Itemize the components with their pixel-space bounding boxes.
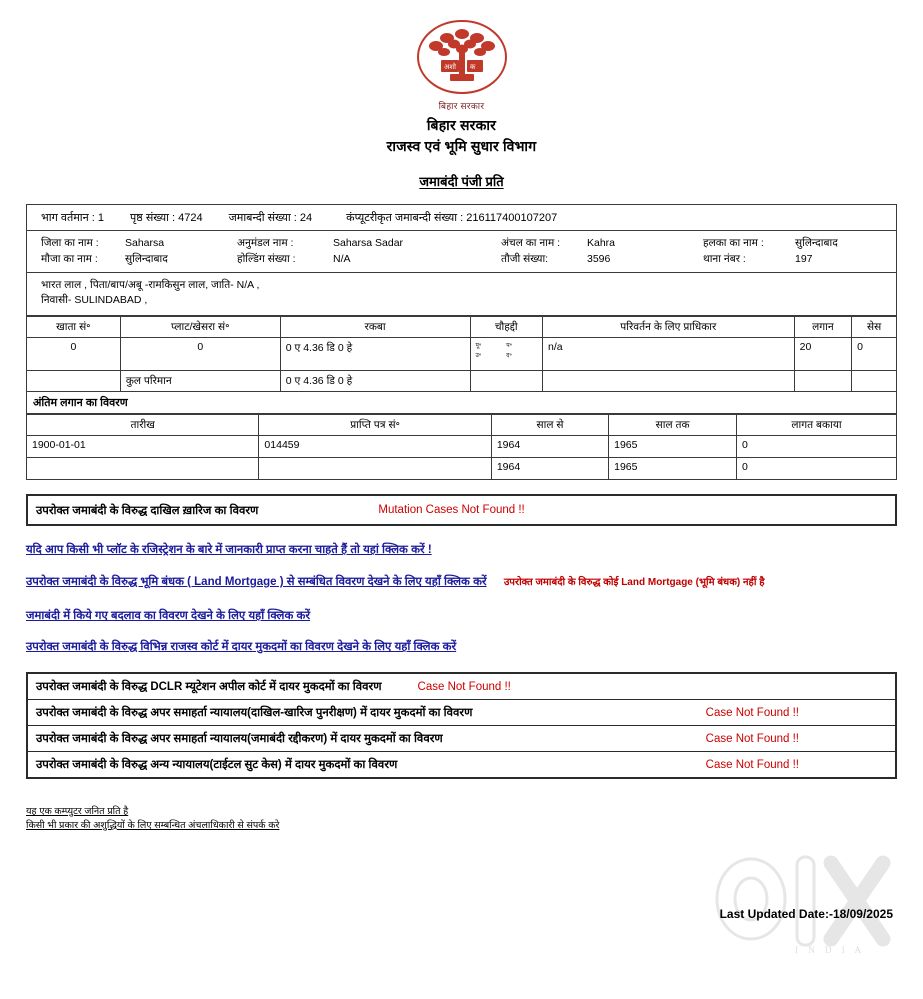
footnote-line-1: यह एक कम्प्युटर जनित प्रति है <box>26 806 129 817</box>
khata-plot-table <box>26 316 897 392</box>
cell-total-label: कुल परिमान <box>120 371 280 392</box>
col-year-to: साल तक <box>609 415 737 436</box>
col-plot-no: प्लाट/खेसरा सं॰ <box>120 317 280 338</box>
subdivision-value: Saharsa Sadar <box>333 237 404 249</box>
table-row <box>27 338 897 371</box>
cell-amount-due: 0 <box>737 436 897 458</box>
cell-rent-date <box>27 458 259 480</box>
col-khata-no: खाता सं॰ <box>27 317 121 338</box>
jamabandi-number-label: जमाबन्दी संख्या : <box>228 212 300 224</box>
changes-link-row <box>26 608 897 623</box>
court-case-description: उपरोक्त जमाबंदी के विरुद्ध अपर समाहर्ता न्यायालय(दाखिल-खारिज पुनरीक्षण) में दायर मुकदमों का विवरण <box>36 707 473 719</box>
cell-year-to: 1965 <box>609 436 737 458</box>
registration-link-row <box>26 542 897 557</box>
cell-lagan: 20 <box>794 338 852 371</box>
cell-total-authority <box>543 371 795 392</box>
court-case-row-title-suit <box>28 752 895 777</box>
raiyat-line-1: भारत लाल , पिता/बाप/अबू -रामकिसुन लाल, जाति- N/A , <box>41 279 260 291</box>
court-case-description: उपरोक्त जमाबंदी के विरुद्ध अन्य न्यायालय(टाईटल सुट केस) में दायर मुकदमों का विवरण <box>36 759 398 771</box>
col-receipt-no: प्राप्ति पत्र सं॰ <box>259 415 491 436</box>
jamabandi-summary-block <box>26 204 897 316</box>
location-details-grid <box>27 231 896 273</box>
district-label: जिला का नाम : <box>41 237 99 249</box>
holding-value: N/A <box>333 253 351 265</box>
table-row <box>27 436 897 458</box>
court-case-row-apar-samaharta-mutation <box>28 700 895 726</box>
emblem-caption: बिहार सरकार <box>438 101 485 111</box>
page-title: जमाबंदी पंजी प्रति <box>419 174 504 189</box>
bihar-government-emblem-icon <box>414 18 510 96</box>
halka-value: सुलिन्दाबाद <box>795 237 838 249</box>
watermark-sub-label: I N D I A <box>795 945 865 955</box>
subdivision-label: अनुमंडल नाम : <box>237 237 294 249</box>
col-amount-due: लागत बकाया <box>737 415 897 436</box>
page-number-field <box>130 210 203 225</box>
col-cess: सेस <box>852 317 897 338</box>
mortgage-link-row <box>26 573 897 592</box>
registration-info-link[interactable]: यदि आप किसी भी प्लॉट के रजिस्ट्रेशन के बारे में जानकारी प्राप्त करना चाहते हैं तो यहां क्लिक करें ! <box>26 544 432 556</box>
circle-label: अंचल का नाम : <box>501 237 561 249</box>
document-header <box>0 0 923 190</box>
raiyat-line-2: निवासी- SULINDABAD , <box>41 294 148 306</box>
chauhaddi-west: प॰ <box>506 343 513 349</box>
cell-total-blank <box>27 371 121 392</box>
mauja-value: सुलिन्दाबाद <box>125 253 168 265</box>
chauhaddi-south: द॰ <box>506 353 512 359</box>
court-case-row-dclr <box>28 674 895 700</box>
mutation-status-bar <box>26 494 897 526</box>
col-rakba: रकबा <box>280 317 470 338</box>
location-row-1 <box>41 235 892 251</box>
circle-value: Kahra <box>587 237 616 249</box>
land-mortgage-note: उपरोक्त जमाबंदी के विरुद्ध कोई Land Mortgage (भूमि बंधक) नहीं है <box>503 577 765 588</box>
svg-text:क: क <box>469 64 475 71</box>
cell-year-from: 1964 <box>491 458 608 480</box>
mutation-status-badge: Mutation Cases Not Found !! <box>378 504 525 516</box>
footnote-line-2: किसी भी प्रकार की अशुद्धियों के लिए सम्बन्धित अंचलाधिकारी से संपर्क करे <box>26 820 280 831</box>
cell-total-chauhaddi <box>470 371 543 392</box>
col-rent-date: तारीख <box>27 415 259 436</box>
raiyat-details <box>27 273 896 316</box>
last-rent-section-title: अंतिम लगान का विवरण <box>26 392 897 414</box>
bhag-label: भाग वर्तमान : <box>41 212 98 224</box>
thana-value: 197 <box>795 253 813 265</box>
page-number-value: 4724 <box>178 212 203 224</box>
cell-khata-no: 0 <box>27 338 121 371</box>
holding-label: होल्डिंग संख्या : <box>237 253 296 265</box>
government-name: बिहार सरकार <box>426 117 497 133</box>
bhag-field <box>41 210 104 225</box>
jamabandi-number-field <box>229 210 313 225</box>
cell-authority: n/a <box>543 338 795 371</box>
col-year-from: साल से <box>491 415 608 436</box>
department-name: राजस्व एवं भूमि सुधार विभाग <box>386 138 537 154</box>
court-case-status-badge: Case Not Found !! <box>705 706 799 719</box>
thana-label: थाना नंबर : <box>703 253 746 265</box>
computerised-jamabandi-value: 216117400107207 <box>466 212 558 224</box>
court-case-status-badge: Case Not Found !! <box>705 732 799 745</box>
bhag-value: 1 <box>97 212 105 224</box>
khata-table-header-row <box>27 317 897 338</box>
last-updated-date: Last Updated Date:-18/09/2025 <box>719 907 893 921</box>
halka-label: हलका का नाम : <box>703 237 764 249</box>
mauja-label: मौजा का नाम : <box>41 253 98 265</box>
cell-total-lagan <box>794 371 852 392</box>
court-case-status-badge: Case Not Found !! <box>705 758 799 771</box>
cell-plot-no: 0 <box>120 338 280 371</box>
mutation-label: उपरोक्त जमाबंदी के विरुद्ध दाखिल ख़ारिज का विवरण <box>36 504 259 517</box>
olx-watermark <box>705 841 895 961</box>
computerised-jamabandi-label: कंप्यूटरीकृत जमाबन्दी संख्या : <box>346 212 467 224</box>
cell-cess: 0 <box>852 338 897 371</box>
rent-table-header-row <box>27 415 897 436</box>
svg-text:अशो: अशो <box>443 64 456 71</box>
col-lagan: लगान <box>794 317 852 338</box>
jamabandi-changes-link[interactable]: जमाबंदी में किये गए बदलाव का विवरण देखने के लिए यहाँ क्लिक करें <box>26 610 311 622</box>
table-row <box>27 458 897 480</box>
revenue-court-cases-link[interactable]: उपरोक्त जमाबंदी के विरुद्ध विभिन्न राजस्व कोर्ट में दायर मुकदमों का विवरण देखने के लिए यहाँ क्लिक करें <box>26 641 457 653</box>
thouji-label: तौजी संख्या: <box>501 253 549 265</box>
chauhaddi-north: उ॰ <box>475 353 482 359</box>
last-rent-table <box>26 414 897 480</box>
court-case-description: उपरोक्त जमाबंदी के विरुद्ध DCLR म्यूटेशन अपील कोर्ट में दायर मुकदमों का विवरण <box>36 681 382 693</box>
court-case-description: उपरोक्त जमाबंदी के विरुद्ध अपर समाहर्ता न्यायालय(जमाबंदी रद्दीकरण) में दायर मुकदमों का विवरण <box>36 733 443 745</box>
khata-total-row <box>27 371 897 392</box>
thouji-value: 3596 <box>587 253 611 265</box>
cell-total-rakba: 0 ए 4.36 डि 0 हे <box>280 371 470 392</box>
cell-year-to: 1965 <box>609 458 737 480</box>
land-mortgage-link[interactable]: उपरोक्त जमाबंदी के विरुद्ध भूमि बंधक ( Land Mortgage ) से सम्बंधित विवरण देखने के लिए यहाँ क्लिक करें <box>26 576 487 588</box>
cell-rakba: 0 ए 4.36 डि 0 हे <box>280 338 470 371</box>
cell-rent-date: 1900-01-01 <box>27 436 259 458</box>
location-row-2 <box>41 251 892 267</box>
cell-total-cess <box>852 371 897 392</box>
cell-chauhaddi <box>470 338 543 371</box>
court-cases-table <box>26 672 897 779</box>
district-value: Saharsa <box>125 237 165 249</box>
col-authority: परिवर्तन के लिए प्राधिकार <box>543 317 795 338</box>
document-body <box>0 204 923 833</box>
chauhaddi-east: पू॰ <box>475 343 482 349</box>
cell-receipt-no: 014459 <box>259 436 491 458</box>
court-case-row-apar-samaharta-cancellation <box>28 726 895 752</box>
jamabandi-identifiers-row <box>27 205 896 231</box>
revenue-court-link-row <box>26 639 897 654</box>
cell-year-from: 1964 <box>491 436 608 458</box>
page-number-label: पृष्ठ संख्या : <box>130 212 179 224</box>
col-chauhaddi: चौहद्दी <box>470 317 543 338</box>
jamabandi-number-value: 24 <box>299 212 313 224</box>
computerised-jamabandi-field <box>346 210 557 225</box>
cell-amount-due: 0 <box>737 458 897 480</box>
cell-receipt-no <box>259 458 491 480</box>
document-footnote <box>26 805 897 833</box>
court-case-status-badge: Case Not Found !! <box>417 680 511 693</box>
